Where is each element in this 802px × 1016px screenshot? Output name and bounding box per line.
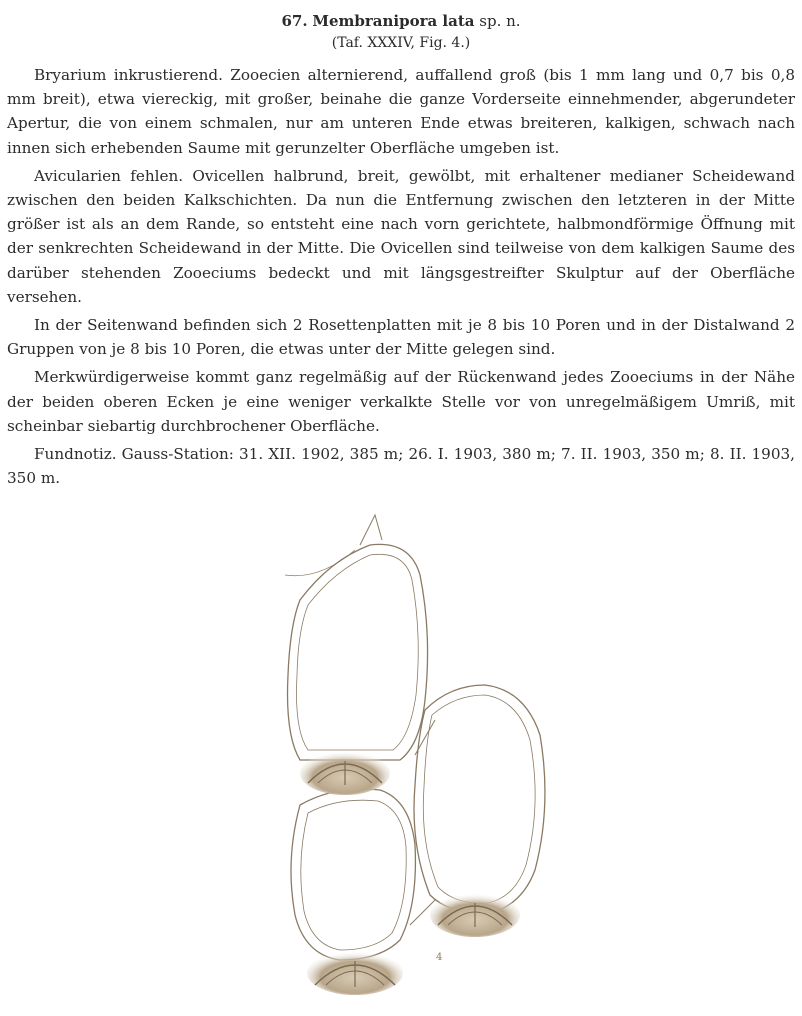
- paragraph-locality: Fundnotiz. Gauss-Station: 31. XII. 1902, 385 m; 26. I. 1903, 380 m; 7. II. 1903, 350 m; 8. II. 1903, 350 m.: [7, 445, 795, 488]
- zooecia-illustration: [260, 505, 560, 1005]
- figure-number: 4: [436, 952, 443, 963]
- paragraph-description: Bryarium inkrustierend. Zooecien alternierend, auffallend groß (bis 1 mm lang und 0,7 bis 0,8 mm breit), etwa viereckig, mit großer, beinahe die ganze Vorderseite einnehmender, abgerundeter Apertur, die von einem schmalen, nur am unteren Ende etwas breiteren, kalkigen, schwach nach innen sich erhebenden Saume mit gerunzelter Oberfläche umgeben ist.: [7, 66, 795, 157]
- ovicell-upper: [300, 751, 390, 795]
- plate-reference: (Taf. XXXIV, Fig. 4.): [331, 35, 471, 51]
- description-text: [7, 63, 795, 494]
- section-heading: [0, 10, 802, 32]
- paragraph-dorsal-wall: Merkwürdigerweise kommt ganz regelmäßig auf der Rückenwand jedes Zooeciums in der Nähe der beiden oberen Ecken je eine weniger verkalkte Stelle vor von unregelmäßigem Umriß, mit scheinbar siebartig durchbrochener Oberfläche.: [7, 368, 795, 435]
- section-number: 67.: [281, 12, 308, 30]
- paragraph-walls: In der Seitenwand befinden sich 2 Rosettenplatten mit je 8 bis 10 Poren und in der Distalwand 2 Gruppen von je 8 bis 10 Poren, die etwas unter der Mitte gelegen sind.: [7, 316, 795, 359]
- zooecium-upper-left: [288, 544, 428, 760]
- specimen-figure: [260, 505, 560, 1005]
- species-name: Membranipora lata: [312, 12, 475, 30]
- ovicell-right: [430, 893, 520, 937]
- paragraph-ovicells: Avicularien fehlen. Ovicellen halbrund, breit, gewölbt, mit erhaltener medianer Scheidewand zwischen den beiden Kalkschichten. Da nun die Entfernung zwischen den letzteren in der Mitte größer ist als an dem Rande, so entsteht eine nach vorn gerichtete, halbmondförmige Öffnung mit der senkrechten Scheidewand in der Mitte. Die Ovicellen sind teilweise von dem kalkigen Saume des darüber stehenden Zooeciums bedeckt und mit längsgestreifter Skulptur auf der Oberfläche versehen.: [7, 166, 795, 306]
- species-suffix: sp. n.: [479, 12, 521, 30]
- ovicell-lower: [307, 951, 403, 995]
- zooecium-right: [414, 685, 545, 913]
- zooecium-lower-left: [291, 789, 415, 960]
